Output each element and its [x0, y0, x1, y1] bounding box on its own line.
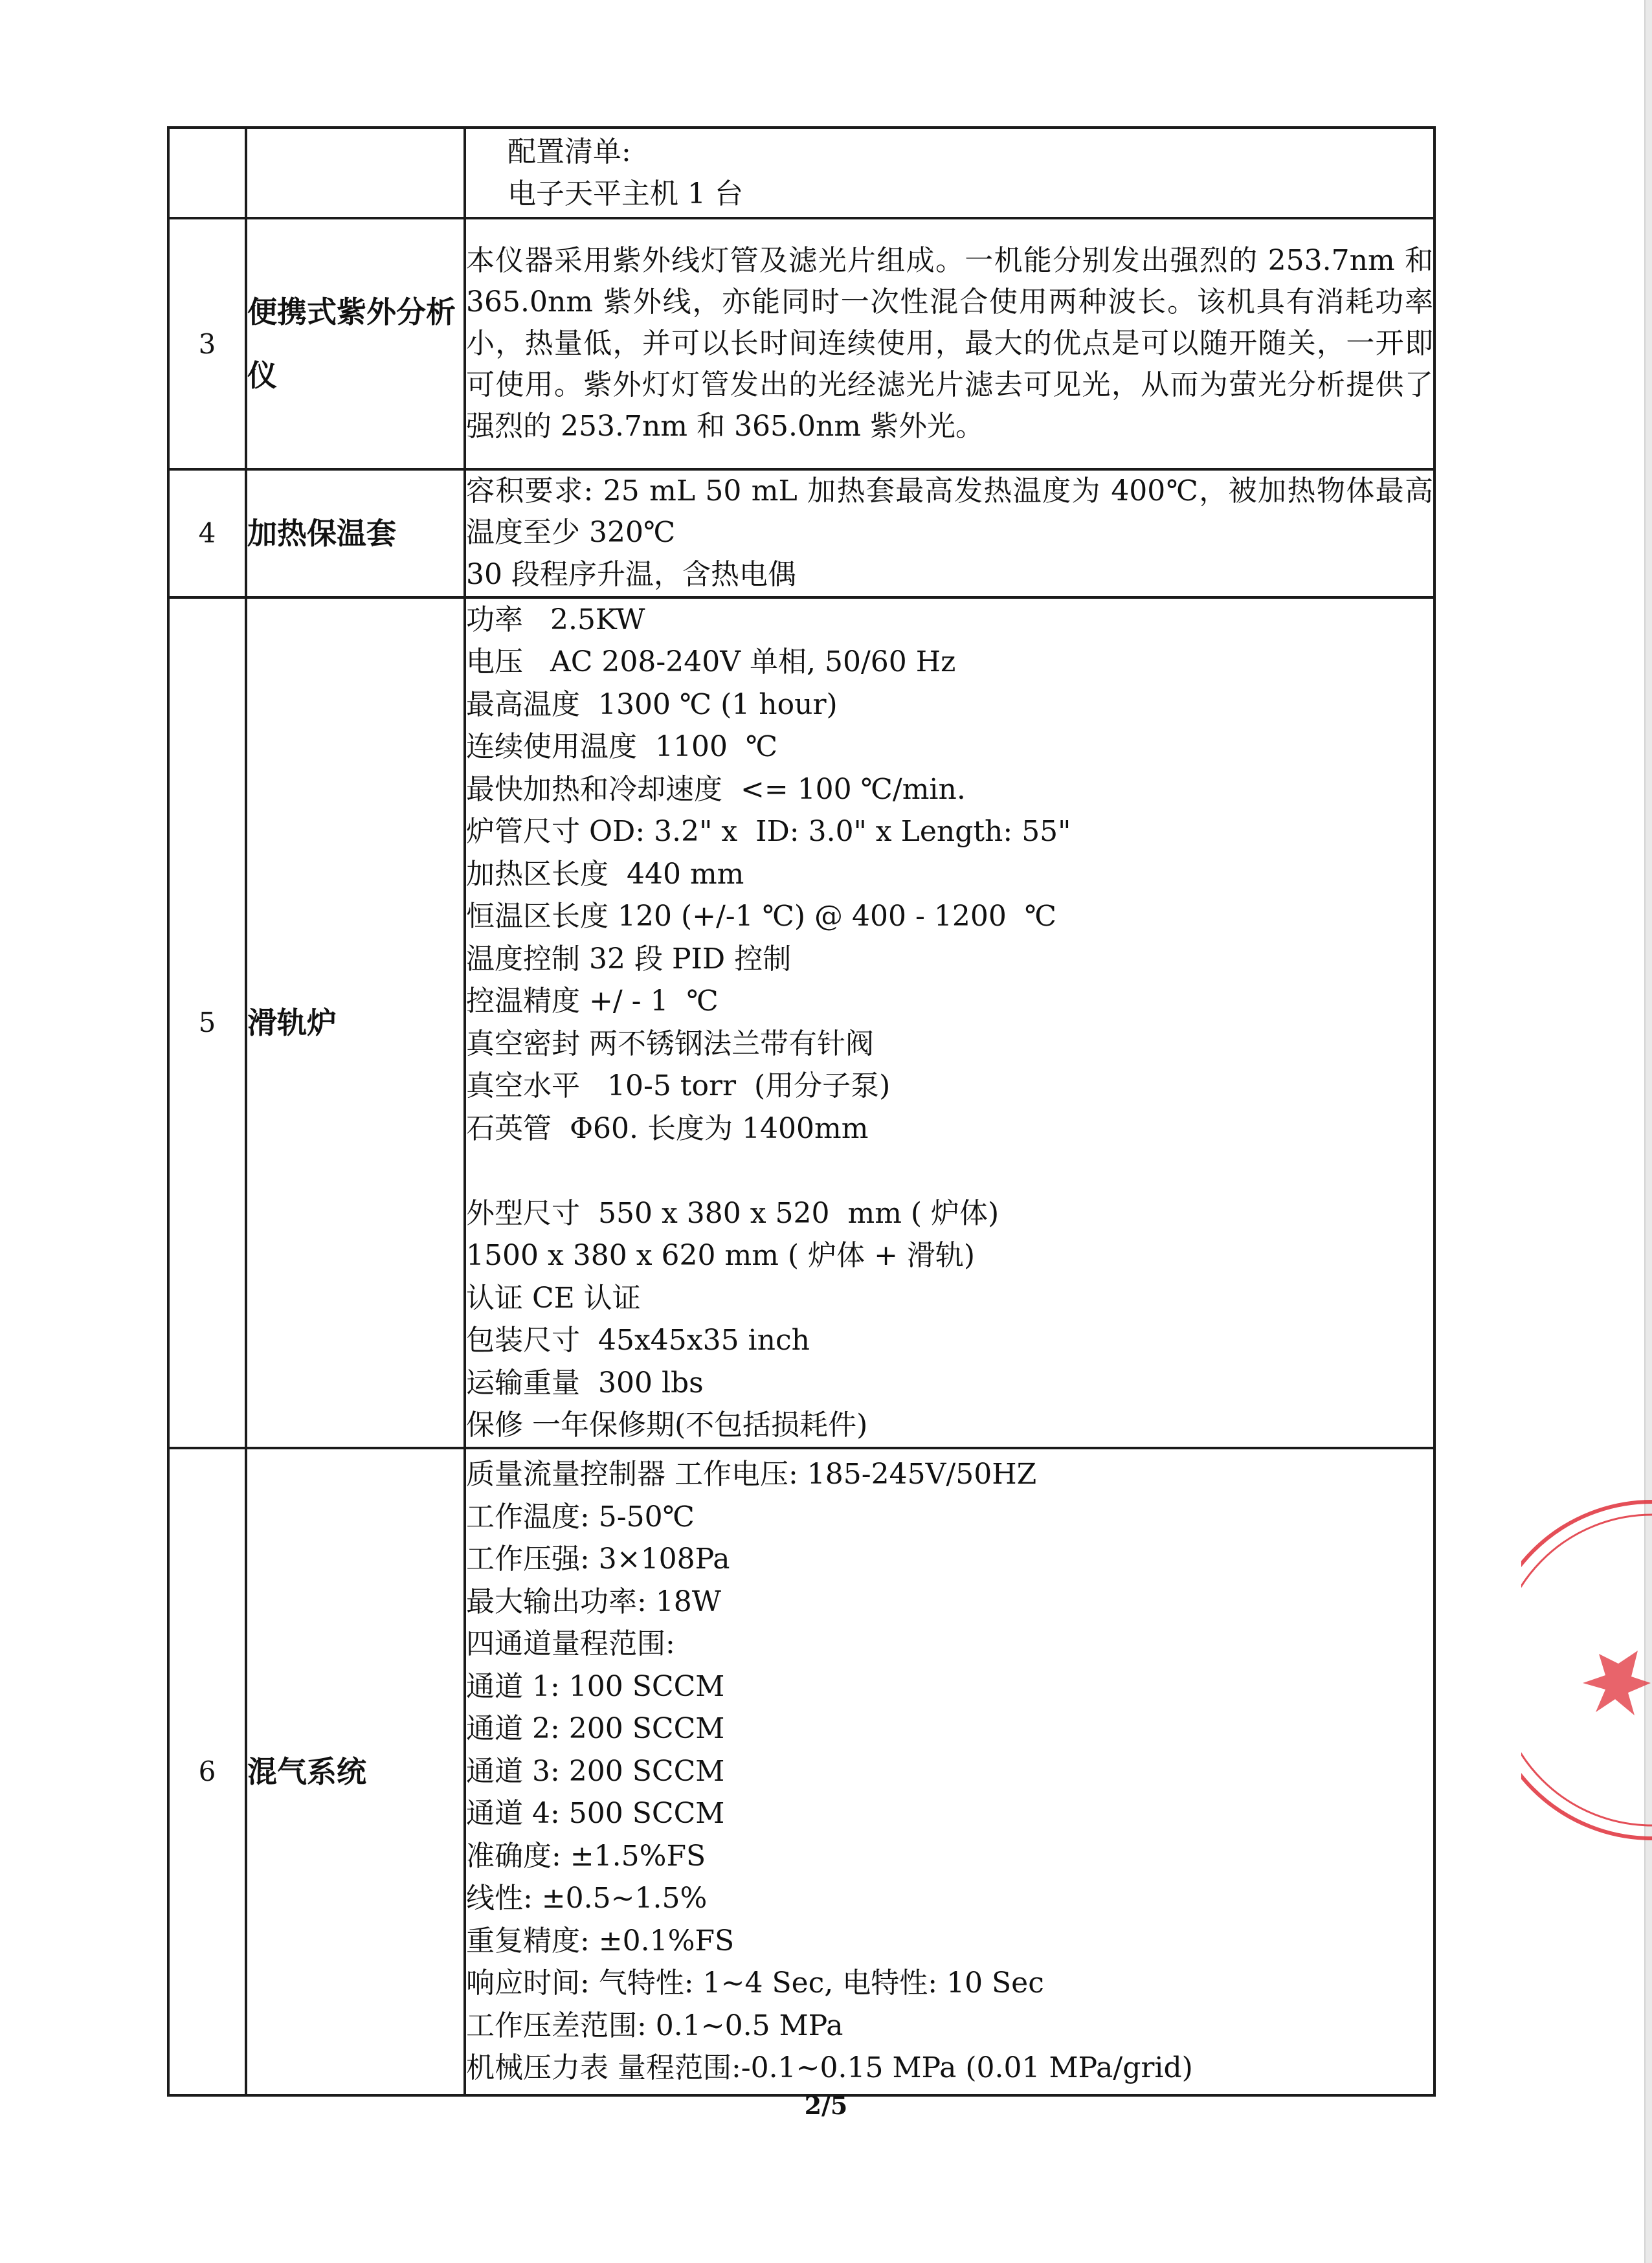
spec-line: 加热区长度 440 mm: [466, 857, 744, 891]
spec-line: 响应时间: 气特性: 1~4 Sec, 电特性: 10 Sec: [466, 1967, 1044, 2000]
spec-line: 最高温度 1300 ℃ (1 hour): [466, 687, 838, 721]
spec-line: 通道 2: 200 SCCM: [466, 1712, 725, 1746]
spec-line: 通道 3: 200 SCCM: [466, 1754, 725, 1788]
row-number: 5: [168, 597, 246, 1448]
spec-line: 1500 x 380 x 620 mm ( 炉体 + 滑轨): [466, 1239, 976, 1272]
spec-line: 真空水平 10-5 torr (用分子泵): [466, 1069, 891, 1102]
spec-line: 认证 CE 认证: [466, 1281, 641, 1315]
spec-paragraph: 本仪器采用紫外线灯管及滤光片组成。一机能分别发出强烈的 253.7nm 和 365.0nm 紫外线，亦能同时一次性混合使用两种波长。该机具有消耗功率小，热量低，并可以长时间连续使用，最大的优点是可以随开随关，一开即可使用。紫外灯灯管发出的光经滤光片滤去可见光，从而为萤光分析提供了强烈的 253.7nm 和 365.0nm 紫外光。: [466, 244, 1433, 443]
item-name: 加热保温套: [246, 469, 465, 597]
spec-line: 准确度: ±1.5%FS: [466, 1839, 706, 1873]
table-row-5: [168, 597, 1434, 1448]
spec-line: 最大输出功率: 18W: [466, 1585, 722, 1618]
spec-line: 包装尺寸 45x45x35 inch: [466, 1324, 810, 1357]
spec-line: 工作压强: 3×108Pa: [466, 1543, 730, 1576]
table-row-3: [168, 218, 1434, 469]
item-spec: [465, 218, 1434, 469]
spec-line: 工作温度: 5-50℃: [466, 1500, 695, 1533]
spec-line: 炉管尺寸 OD: 3.2" x ID: 3.0" x Length: 55": [466, 815, 1071, 848]
spec-line: 最快加热和冷却速度 <= 100 ℃/min.: [466, 772, 966, 806]
red-seal-stamp: [1521, 1489, 1652, 1851]
spec-line: 保修 一年保修期(不包括损耗件): [466, 1409, 868, 1442]
item-spec: [465, 469, 1434, 597]
table-row-continuation: [168, 128, 1434, 218]
spec-paragraph: 容积要求: 25 mL 50 mL 加热套最高发热温度为 400℃，被加热物体最高温度至少 320℃: [466, 474, 1433, 549]
spec-line: 外型尺寸 550 x 380 x 520 mm ( 炉体): [466, 1196, 999, 1230]
row-number: 3: [168, 218, 246, 469]
table-row-6: [168, 1448, 1434, 2095]
spec-line: 石英管 Φ60. 长度为 1400mm: [466, 1111, 869, 1145]
spec-line: 电压 AC 208-240V 单相, 50/60 Hz: [466, 645, 956, 678]
item-name: [246, 128, 465, 218]
item-name: 滑轨炉: [246, 597, 465, 1448]
page-edge-shadow: [1644, 0, 1652, 2263]
spec-line: 控温精度 +/ - 1 ℃: [466, 985, 719, 1018]
item-name: 便携式紫外分析仪: [246, 218, 465, 469]
spec-line: 线性: ±0.5~1.5%: [466, 1882, 708, 1915]
seal-star-icon: [1583, 1651, 1651, 1715]
spec-line: 重复精度: ±0.1%FS: [466, 1924, 735, 1957]
page-number: 2/5: [804, 2091, 848, 2120]
spec-line: 30 段程序升温，含热电偶: [466, 558, 796, 591]
blank-line: [466, 1150, 1433, 1192]
spec-line: 通道 1: 100 SCCM: [466, 1669, 725, 1703]
spec-line: 配置清单:: [508, 135, 631, 168]
table-row-4: [168, 469, 1434, 597]
row-number: 4: [168, 469, 246, 597]
spec-line: 四通道量程范围:: [466, 1627, 675, 1661]
spec-line: 功率 2.5KW: [466, 603, 645, 636]
row-number: [168, 128, 246, 218]
item-spec: [465, 597, 1434, 1448]
spec-line: 温度控制 32 段 PID 控制: [466, 942, 792, 975]
row-number: 6: [168, 1448, 246, 2095]
spec-table: [167, 126, 1436, 2097]
spec-line: 通道 4: 500 SCCM: [466, 1797, 725, 1831]
spec-line: 运输重量 300 lbs: [466, 1366, 704, 1399]
item-name: 混气系统: [246, 1448, 465, 2095]
spec-line: 恒温区长度 120 (+/-1 ℃) @ 400 - 1200 ℃: [466, 900, 1057, 933]
spec-line: 工作压差范围: 0.1~0.5 MPa: [466, 2009, 843, 2042]
spec-line: 真空密封 两不锈钢法兰带有针阀: [466, 1027, 874, 1060]
spec-line: 机械压力表 量程范围:-0.1~0.15 MPa (0.01 MPa/grid): [466, 2051, 1193, 2085]
item-spec: [465, 128, 1434, 218]
item-spec: [465, 1448, 1434, 2095]
spec-line: 质量流量控制器 工作电压: 185-245V/50HZ: [466, 1458, 1037, 1491]
spec-line: 连续使用温度 1100 ℃: [466, 730, 778, 763]
spec-line: 电子天平主机 1 台: [508, 177, 743, 210]
